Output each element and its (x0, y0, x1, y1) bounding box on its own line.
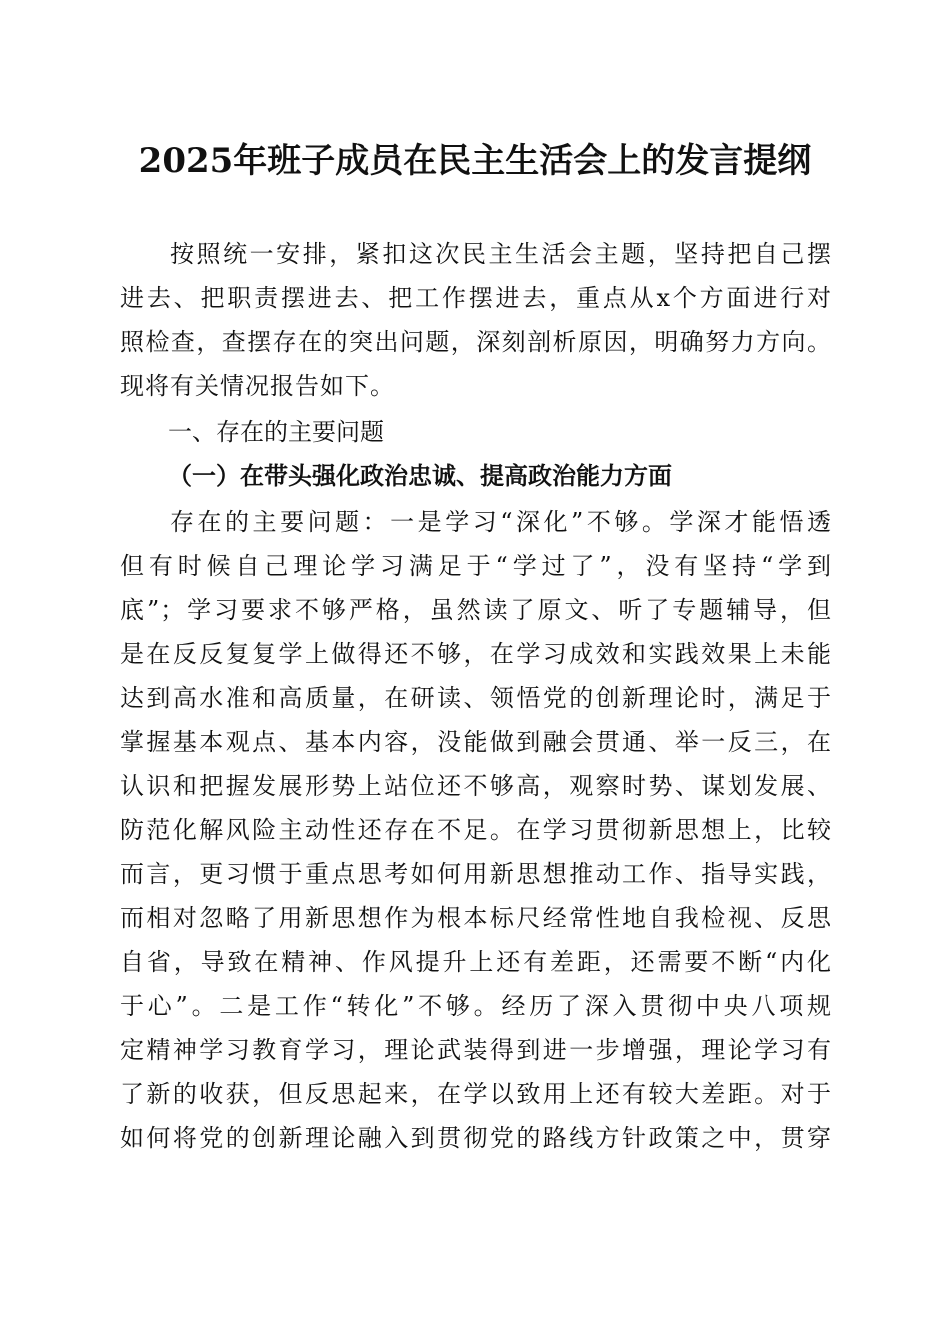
body-line: 达到高水准和高质量，在研读、领悟党的创新理论时，满足于 (120, 684, 832, 712)
body-line: 而言，更习惯于重点思考如何用新思想推动工作、指导实践， (120, 860, 832, 888)
body-line: 存在的主要问题：一是学习“深化”不够。学深才能悟透 (170, 508, 832, 536)
body-line: 于心”。二是工作“转化”不够。经历了深入贯彻中央八项规 (120, 992, 832, 1020)
intro-line: 现将有关情况报告如下。 (120, 372, 395, 400)
body-line: 而相对忽略了用新思想作为根本标尺经常性地自我检视、反思 (120, 904, 832, 932)
intro-line: 照检查，查摆存在的突出问题，深刻剖析原因，明确努力方向。 (120, 328, 832, 356)
body-line: 如何将党的创新理论融入到贯彻党的路线方针政策之中，贯穿 (120, 1124, 832, 1152)
intro-line: 按照统一安排，紧扣这次民主生活会主题，坚持把自己摆 (170, 240, 832, 268)
intro-paragraph (120, 232, 832, 408)
body-paragraph (120, 500, 832, 1160)
body-line: 掌握基本观点、基本内容，没能做到融会贯通、举一反三，在 (120, 728, 832, 756)
document-title: 2025年班子成员在民主生活会上的发言提纲 (138, 141, 812, 181)
body-line: 底”；学习要求不够严格，虽然读了原文、听了专题辅导，但 (120, 596, 832, 624)
body-line: 了新的收获，但反思起来，在学以致用上还有较大差距。对于 (120, 1080, 832, 1108)
body-line: 定精神学习教育学习，理论武装得到进一步增强，理论学习有 (120, 1036, 832, 1064)
subsection-heading-1: （一）在带头强化政治忠诚、提高政治能力方面 (168, 461, 672, 490)
section-heading-1: 一、存在的主要问题 (168, 418, 384, 446)
intro-line: 进去、把职责摆进去、把工作摆进去，重点从x个方面进行对 (120, 284, 832, 312)
body-line: 自省，导致在精神、作风提升上还有差距，还需要不断“内化 (120, 948, 832, 976)
body-line: 是在反反复复学上做得还不够，在学习成效和实践效果上未能 (120, 640, 832, 668)
body-line: 认识和把握发展形势上站位还不够高，观察时势、谋划发展、 (120, 772, 832, 800)
body-line: 防范化解风险主动性还存在不足。在学习贯彻新思想上，比较 (120, 816, 832, 844)
body-line: 但有时候自己理论学习满足于“学过了”，没有坚持“学到 (120, 552, 832, 580)
